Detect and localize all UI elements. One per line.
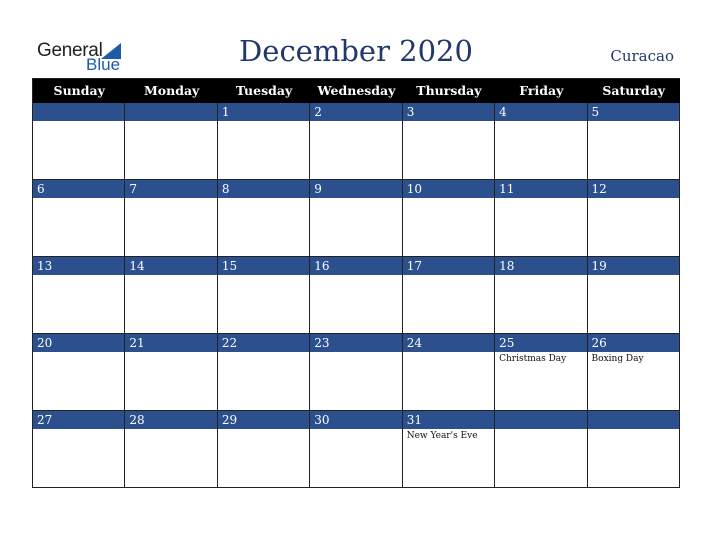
day-number: 22 xyxy=(218,334,309,352)
day-number: 9 xyxy=(310,180,401,198)
day-cell xyxy=(403,180,495,257)
day-number: 5 xyxy=(588,103,679,121)
day-number: 3 xyxy=(403,103,494,121)
day-number xyxy=(495,411,586,429)
day-cell xyxy=(33,180,125,257)
day-cell xyxy=(125,180,217,257)
day-cell xyxy=(218,180,310,257)
weekday-thursday: Thursday xyxy=(416,83,482,98)
day-number: 11 xyxy=(495,180,586,198)
day-cell xyxy=(33,103,125,180)
day-cell xyxy=(588,257,680,334)
day-number: 16 xyxy=(310,257,401,275)
day-number: 4 xyxy=(495,103,586,121)
day-cell xyxy=(125,103,217,180)
day-number: 1 xyxy=(218,103,309,121)
day-cell xyxy=(310,334,402,411)
weekday-monday: Monday xyxy=(143,83,200,98)
day-cell xyxy=(495,334,587,411)
day-cell xyxy=(33,257,125,334)
logo-general-text: General xyxy=(37,40,103,61)
day-number: 18 xyxy=(495,257,586,275)
calendar-week-row xyxy=(33,334,680,411)
day-number: 13 xyxy=(33,257,124,275)
day-number: 12 xyxy=(588,180,679,198)
day-cell xyxy=(33,411,125,488)
day-cell xyxy=(310,257,402,334)
day-number: 10 xyxy=(403,180,494,198)
day-cell xyxy=(218,411,310,488)
day-cell xyxy=(495,411,587,488)
day-number: 25 xyxy=(495,334,586,352)
day-number: 21 xyxy=(125,334,216,352)
day-cell xyxy=(125,411,217,488)
day-cell xyxy=(218,334,310,411)
weekday-header-row xyxy=(33,79,680,103)
calendar-grid xyxy=(32,78,680,488)
day-cell xyxy=(588,334,680,411)
day-cell xyxy=(588,411,680,488)
day-number: 26 xyxy=(588,334,679,352)
day-number: 24 xyxy=(403,334,494,352)
weekday-friday: Friday xyxy=(519,83,564,98)
day-number: 8 xyxy=(218,180,309,198)
weekday-saturday: Saturday xyxy=(602,83,666,98)
calendar-week-row xyxy=(33,257,680,334)
day-number: 20 xyxy=(33,334,124,352)
day-number: 28 xyxy=(125,411,216,429)
day-cell xyxy=(33,334,125,411)
day-cell xyxy=(588,103,680,180)
day-number: 14 xyxy=(125,257,216,275)
day-number: 2 xyxy=(310,103,401,121)
day-cell xyxy=(218,257,310,334)
weekday-wednesday: Wednesday xyxy=(317,83,396,98)
holiday-label: Christmas Day xyxy=(499,354,567,364)
day-cell xyxy=(310,411,402,488)
region-label: Curacao xyxy=(610,47,674,65)
day-cell xyxy=(218,103,310,180)
calendar-week-row xyxy=(33,411,680,488)
day-cell xyxy=(403,103,495,180)
page-title: December 2020 xyxy=(239,34,473,68)
holiday-label: Boxing Day xyxy=(591,354,644,364)
day-cell xyxy=(588,180,680,257)
day-number: 6 xyxy=(33,180,124,198)
day-cell xyxy=(495,257,587,334)
day-cell xyxy=(495,103,587,180)
day-number: 27 xyxy=(33,411,124,429)
day-number: 31 xyxy=(403,411,494,429)
holiday-label: New Year's Eve xyxy=(406,431,478,441)
day-number xyxy=(588,411,679,429)
day-number: 19 xyxy=(588,257,679,275)
day-number xyxy=(33,103,124,121)
day-cell xyxy=(310,180,402,257)
calendar-week-row xyxy=(33,180,680,257)
day-cell xyxy=(403,411,495,488)
logo-blue-text: Blue xyxy=(86,55,121,74)
day-cell xyxy=(403,257,495,334)
day-number: 29 xyxy=(218,411,309,429)
weekday-sunday: Sunday xyxy=(53,83,105,98)
calendar-week-row xyxy=(33,103,680,180)
day-number: 17 xyxy=(403,257,494,275)
calendar-weeks xyxy=(33,103,680,488)
day-cell xyxy=(495,180,587,257)
day-number: 30 xyxy=(310,411,401,429)
day-cell xyxy=(125,257,217,334)
day-number: 23 xyxy=(310,334,401,352)
weekday-tuesday: Tuesday xyxy=(235,83,293,98)
day-number xyxy=(125,103,216,121)
day-number: 15 xyxy=(218,257,309,275)
day-number: 7 xyxy=(125,180,216,198)
day-cell xyxy=(403,334,495,411)
day-cell xyxy=(125,334,217,411)
day-cell xyxy=(310,103,402,180)
